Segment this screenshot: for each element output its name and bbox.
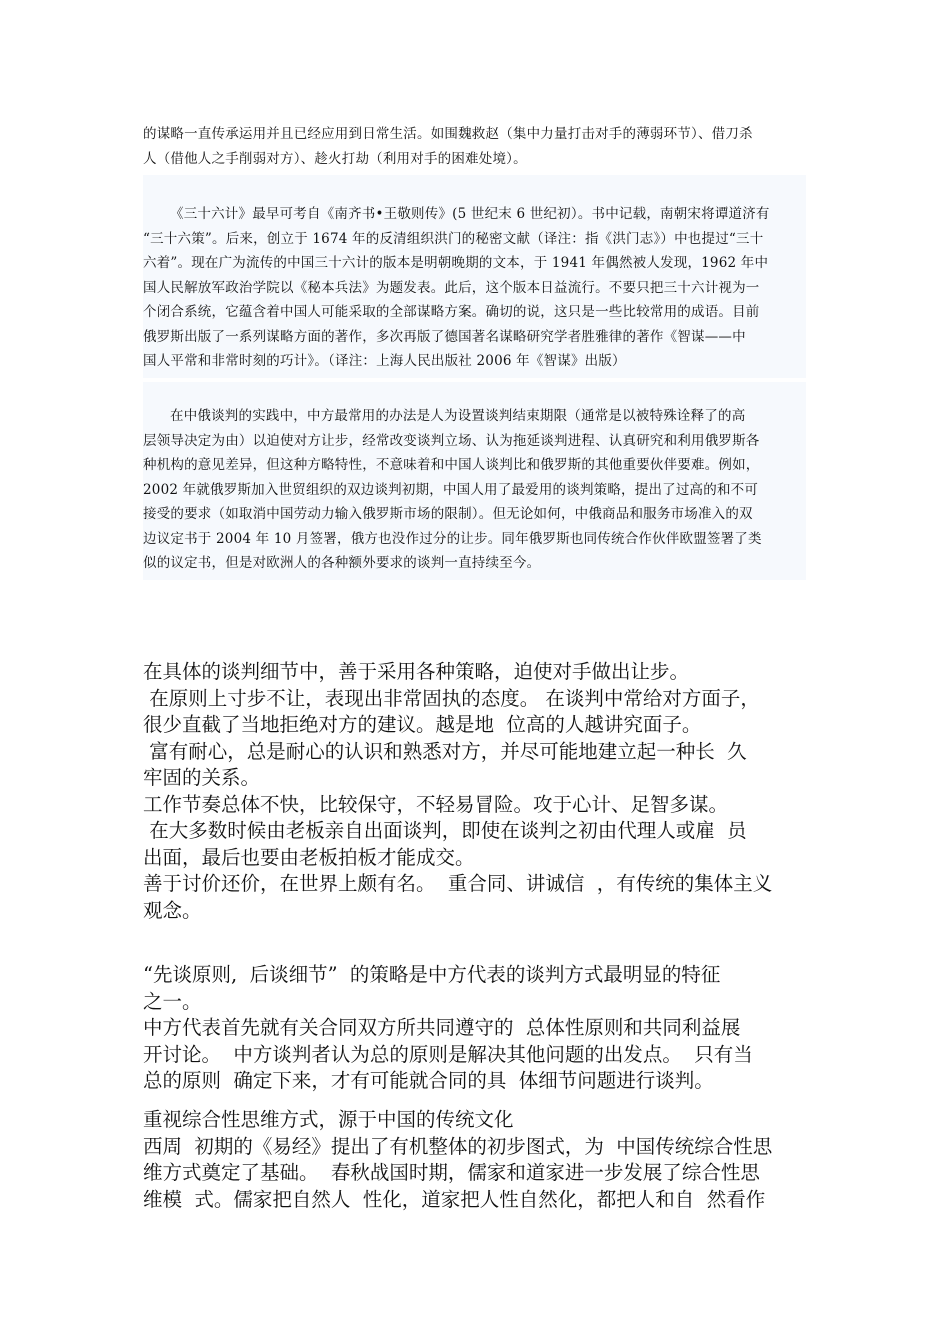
text-line: 维模 式。儒家把自然人 性化，道家把人性自然化，都把人和自 然看作	[143, 1187, 766, 1211]
text-line: 2002 年就俄罗斯加入世贸组织的双边谈判初期，中国人用了最爱用的谈判策略，提出了过高的和不可	[143, 481, 759, 498]
text-line: 个闭合系统，它蕴含着中国人可能采取的全部谋略方案。确切的说，这只是一些比较常用的成语。目前	[143, 304, 760, 320]
text-line: 种机构的意见差异，但这种方略特性，不意味着和中国人谈判比和俄罗斯的其他重要伙伴要难。例如，	[143, 457, 760, 473]
text-line: 俄罗斯出版了一系列谋略方面的著作，多次再版了德国著名谋略研究学者胜雅律的著作《智谋——中	[143, 328, 746, 345]
text-line: 似的议定书，但是对欧洲人的各种额外要求的谈判一直持续至今。	[143, 555, 541, 571]
text-line: 工作节奏总体不快，比较保守，不轻易冒险。攻于心计、足智多谋。	[143, 792, 729, 816]
text-line: 维方式奠定了基础。 春秋战国时期，儒家和道家进一步发展了综合性思	[143, 1161, 760, 1184]
text-line: 在中俄谈判的实践中，中方最常用的办法是人为设置谈判结束期限（通常是以被特殊诠释了的高	[170, 408, 746, 424]
text-line: 总的原则 确定下来，才有可能就合同的具 体细节问题进行谈判。	[143, 1069, 714, 1092]
text-line: “三十六策”。后来，创立于 1674 年的反清组织洪门的秘密文献（译注：指《洪门志》）中也提过“三十	[143, 230, 764, 247]
text-line: 西周 初期的《易经》提出了有机整体的初步图式，为 中国传统综合性思	[143, 1134, 773, 1158]
text-line: 国人民解放军政治学院以《秘本兵法》为题发表。此后，这个版本日益流行。不要只把三十六计视为一	[143, 279, 760, 296]
text-line: 国人平常和非常时刻的巧计》。（译注：上海人民出版社 2006 年《智谋》出版）	[143, 353, 626, 369]
text-line: 牢固的关系。	[143, 766, 261, 789]
text-line: “先谈原则, 后谈细节” 的策略是中方代表的谈判方式最明显的特征	[143, 963, 721, 986]
text-line: 在原则上寸步不让，表现出非常固执的态度。 在谈判中常给对方面子，	[143, 686, 760, 710]
text-line: 出面，最后也要由老板拍板才能成交。	[143, 845, 475, 869]
text-line: 层领导决定为由）以迫使对方让步，经常改变谈判立场、认为拖延谈判进程、认真研究和利用俄罗斯各	[143, 432, 760, 449]
top-paragraph-fragment	[143, 122, 806, 171]
text-line: 善于讨价还价，在世界上颇有名。 重合同、讲诚信 ，有传统的集体主义	[143, 872, 773, 895]
text-line: 观念。	[143, 898, 202, 922]
text-line: 接受的要求（如取消中国劳动力输入俄罗斯市场的限制）。但无论如何，中俄商品和服务市场准入的双	[143, 506, 753, 522]
section-heading: 重视综合性思维方式，源于中国的传统文化	[143, 1108, 514, 1131]
text-line: 六着”。现在广为流传的中国三十六计的版本是明朝晚期的文本，于 1941 年偶然被人发现，1962 年中	[143, 255, 769, 271]
paragraph-thirty-six-stratagems	[143, 175, 806, 378]
text-line: 《三十六计》最早可考自《南齐书•王敬则传》(5 世纪末 6 世纪初）。书中记载，南朝宋将谭道济有	[170, 206, 770, 222]
text-line: 在大多数时候由老板亲自出面谈判，即使在谈判之初由代理人或雇 员	[143, 819, 747, 842]
text-line: 人（借他人之手削弱对方）、趁火打劫（利用对手的困难处境）。	[143, 150, 527, 167]
text-line: 开讨论。 中方谈判者认为总的原则是解决其他问题的出发点。 只有当	[143, 1042, 753, 1066]
comprehensive-thinking-section	[143, 1107, 813, 1213]
text-line: 边议定书于 2004 年 10 月签署，俄方也没作过分的让步。同年俄罗斯也同传统合作伙伴欧盟签署了类	[143, 530, 762, 547]
paragraph-sino-russian-negotiation	[143, 382, 806, 580]
text-line: 富有耐心，总是耐心的认识和熟悉对方，并尽可能地建立起一种长 久	[143, 739, 747, 763]
negotiation-traits-list	[143, 659, 813, 924]
principles-first-section	[143, 962, 813, 1095]
text-line: 很少直截了当地拒绝对方的建议。越是地 位高的人越讲究面子。	[143, 713, 702, 736]
text-line: 中方代表首先就有关合同双方所共同遵守的 总体性原则和共同利益展	[143, 1016, 741, 1039]
text-line: 之一。	[143, 989, 202, 1013]
text-line: 的谋略一直传承运用并且已经应用到日常生活。如围魏救赵（集中力量打击对手的薄弱环节）、借刀杀	[143, 126, 753, 142]
text-line: 在具体的谈判细节中，善于采用各种策略，迫使对手做出让步。	[143, 660, 690, 683]
